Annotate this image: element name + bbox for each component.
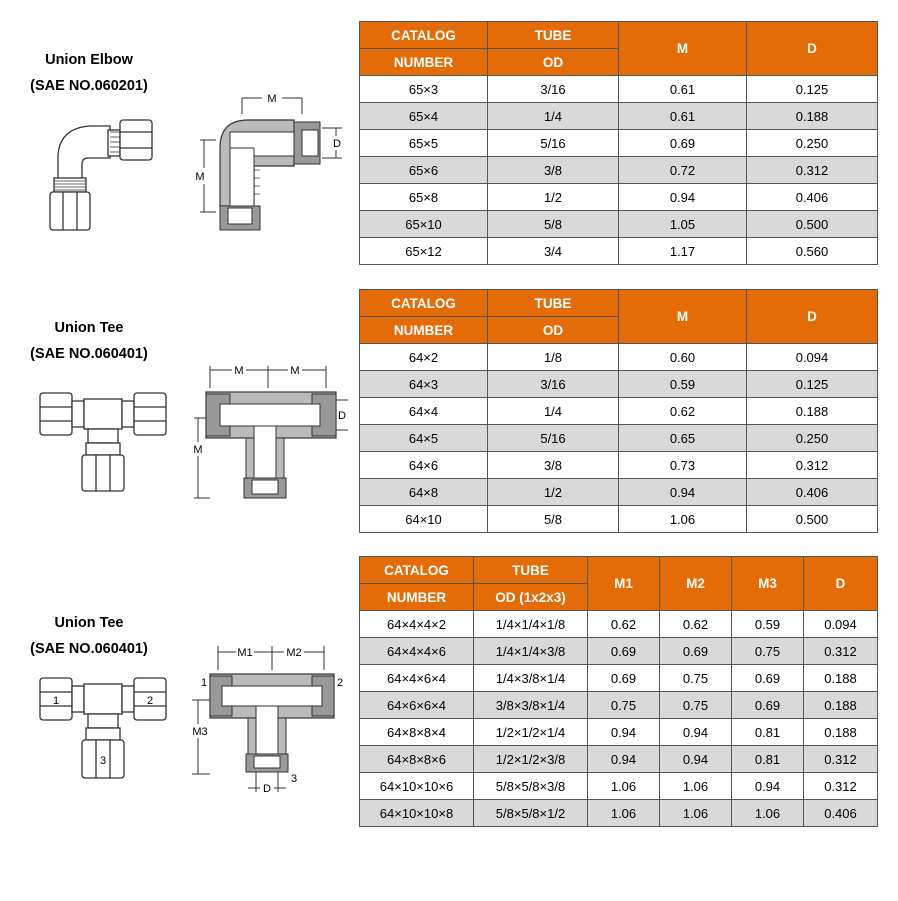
cell: 0.188 — [747, 398, 878, 425]
cell: 0.406 — [804, 800, 878, 827]
cell: 0.94 — [588, 719, 660, 746]
cell: 0.312 — [804, 746, 878, 773]
od-header: OD — [488, 49, 619, 76]
cell: 0.094 — [804, 611, 878, 638]
cell: 1.06 — [619, 506, 747, 533]
cell: 0.250 — [747, 130, 878, 157]
union-elbow-title — [0, 47, 178, 99]
tee-m-side-label: M — [193, 444, 203, 456]
cell: 65×6 — [360, 157, 488, 184]
m2-header: M2 — [660, 557, 732, 611]
tee-m-left-label: M — [234, 365, 244, 377]
m-header: M — [619, 22, 747, 76]
cell: 0.560 — [747, 238, 878, 265]
cell: 1.17 — [619, 238, 747, 265]
cell: 0.73 — [619, 452, 747, 479]
cell: 0.75 — [660, 692, 732, 719]
cell: 64×10 — [360, 506, 488, 533]
union-tee-reducer-drawing-icon — [188, 640, 353, 800]
cell: 64×6 — [360, 452, 488, 479]
cell: 1/4×1/4×1/8 — [474, 611, 588, 638]
od-header: OD — [488, 317, 619, 344]
cell: 0.69 — [732, 692, 804, 719]
cell: 1/2 — [488, 184, 619, 211]
cell: 0.312 — [804, 773, 878, 800]
elbow-m-top-label: M — [267, 93, 277, 105]
table-row — [360, 506, 878, 533]
cell: 0.125 — [747, 76, 878, 103]
cell: 0.500 — [747, 506, 878, 533]
cell: 1.06 — [588, 773, 660, 800]
cell: 0.61 — [619, 103, 747, 130]
union-tee-reducer-title — [0, 610, 178, 662]
union-elbow-sae: (SAE NO.060201) — [30, 78, 148, 94]
cell: 1/4 — [488, 398, 619, 425]
cell: 64×6×6×4 — [360, 692, 474, 719]
cell: 3/8 — [488, 452, 619, 479]
cell: 65×8 — [360, 184, 488, 211]
d-header: D — [804, 557, 878, 611]
table-row — [360, 746, 878, 773]
tube-header: TUBE — [474, 557, 588, 584]
cell: 0.094 — [747, 344, 878, 371]
elbow-d-label: D — [333, 138, 341, 150]
d-header: D — [747, 22, 878, 76]
cell: 64×4×6×4 — [360, 665, 474, 692]
union-tee-reducer-table — [359, 556, 878, 827]
table-row — [360, 184, 878, 211]
elbow-m-side-label: M — [195, 171, 205, 183]
cell: 1.06 — [660, 773, 732, 800]
cell: 5/8×5/8×1/2 — [474, 800, 588, 827]
union-elbow-table — [359, 21, 878, 265]
cell: 64×2 — [360, 344, 488, 371]
union-elbow-photo-icon — [40, 110, 160, 240]
cell: 64×4×4×6 — [360, 638, 474, 665]
cell: 65×4 — [360, 103, 488, 130]
cell: 65×10 — [360, 211, 488, 238]
tee-d-label: D — [338, 410, 346, 422]
cell: 5/8×5/8×3/8 — [474, 773, 588, 800]
cell: 64×8×8×6 — [360, 746, 474, 773]
cell: 64×4 — [360, 398, 488, 425]
cell: 0.312 — [747, 452, 878, 479]
cell: 64×8×8×4 — [360, 719, 474, 746]
cell: 0.61 — [619, 76, 747, 103]
od-header: OD (1x2x3) — [474, 584, 588, 611]
table-row — [360, 773, 878, 800]
cell: 65×12 — [360, 238, 488, 265]
union-tee-sae: (SAE NO.060401) — [30, 346, 148, 362]
reducer-drawing-port-3: 3 — [290, 773, 298, 785]
catalog-header: CATALOG — [360, 290, 488, 317]
cell: 0.69 — [660, 638, 732, 665]
cell: 0.250 — [747, 425, 878, 452]
tube-header: TUBE — [488, 22, 619, 49]
cell: 0.94 — [660, 719, 732, 746]
cell: 0.125 — [747, 371, 878, 398]
table-row — [360, 665, 878, 692]
table-row — [360, 238, 878, 265]
cell: 3/8 — [488, 157, 619, 184]
cell: 0.59 — [619, 371, 747, 398]
union-tee-reducer-sae: (SAE NO.060401) — [30, 641, 148, 657]
reducer-m2-label: M2 — [286, 647, 302, 659]
number-header: NUMBER — [360, 49, 488, 76]
cell: 0.62 — [588, 611, 660, 638]
reducer-m1-label: M1 — [237, 647, 253, 659]
cell: 1/8 — [488, 344, 619, 371]
table-row — [360, 611, 878, 638]
cell: 0.62 — [660, 611, 732, 638]
cell: 0.60 — [619, 344, 747, 371]
cell: 65×3 — [360, 76, 488, 103]
cell: 0.312 — [804, 638, 878, 665]
cell: 1/4×3/8×1/4 — [474, 665, 588, 692]
cell: 5/8 — [488, 211, 619, 238]
reducer-photo-port-2: 2 — [146, 695, 154, 707]
reducer-drawing-port-2: 2 — [336, 677, 344, 689]
cell: 5/16 — [488, 425, 619, 452]
union-tee-title — [0, 315, 178, 367]
table-row — [360, 211, 878, 238]
cell: 1.06 — [732, 800, 804, 827]
d-header: D — [747, 290, 878, 344]
catalog-header: CATALOG — [360, 22, 488, 49]
catalog-header: CATALOG — [360, 557, 474, 584]
reducer-photo-port-1: 1 — [52, 695, 60, 707]
table-row — [360, 425, 878, 452]
number-header: NUMBER — [360, 584, 474, 611]
cell: 0.94 — [619, 479, 747, 506]
m1-header: M1 — [588, 557, 660, 611]
table-row — [360, 398, 878, 425]
table-row — [360, 638, 878, 665]
cell: 0.72 — [619, 157, 747, 184]
union-elbow-name: Union Elbow — [45, 52, 133, 68]
cell: 64×10×10×6 — [360, 773, 474, 800]
cell: 3/16 — [488, 76, 619, 103]
table-row — [360, 479, 878, 506]
cell: 65×5 — [360, 130, 488, 157]
cell: 0.62 — [619, 398, 747, 425]
cell: 0.69 — [588, 665, 660, 692]
table-row — [360, 130, 878, 157]
union-tee-name: Union Tee — [54, 320, 124, 336]
m-header: M — [619, 290, 747, 344]
cell: 0.65 — [619, 425, 747, 452]
cell: 0.188 — [804, 665, 878, 692]
cell: 1/4×1/4×3/8 — [474, 638, 588, 665]
cell: 0.75 — [588, 692, 660, 719]
reducer-m3-label: M3 — [192, 726, 208, 738]
reducer-d-label: D — [263, 783, 271, 795]
table-row — [360, 452, 878, 479]
cell: 3/4 — [488, 238, 619, 265]
cell: 1.06 — [660, 800, 732, 827]
cell: 5/8 — [488, 506, 619, 533]
cell: 0.406 — [747, 479, 878, 506]
cell: 0.69 — [619, 130, 747, 157]
cell: 64×4×4×2 — [360, 611, 474, 638]
cell: 0.94 — [588, 746, 660, 773]
m3-header: M3 — [732, 557, 804, 611]
cell: 64×5 — [360, 425, 488, 452]
cell: 1/2 — [488, 479, 619, 506]
cell: 0.188 — [804, 719, 878, 746]
union-elbow-drawing-icon — [190, 88, 350, 238]
cell: 0.312 — [747, 157, 878, 184]
table-row — [360, 371, 878, 398]
cell: 0.406 — [747, 184, 878, 211]
table-row — [360, 719, 878, 746]
union-tee-reducer-photo-icon — [38, 672, 168, 782]
cell: 0.69 — [732, 665, 804, 692]
tube-header: TUBE — [488, 290, 619, 317]
cell: 64×10×10×8 — [360, 800, 474, 827]
cell: 0.188 — [747, 103, 878, 130]
cell: 0.188 — [804, 692, 878, 719]
tee-m-right-label: M — [290, 365, 300, 377]
cell: 0.81 — [732, 719, 804, 746]
cell: 1/2×1/2×3/8 — [474, 746, 588, 773]
reducer-photo-port-3: 3 — [99, 755, 107, 767]
cell: 0.81 — [732, 746, 804, 773]
table-row — [360, 76, 878, 103]
union-tee-reducer-name: Union Tee — [54, 615, 124, 631]
cell: 0.69 — [588, 638, 660, 665]
number-header: NUMBER — [360, 317, 488, 344]
cell: 0.59 — [732, 611, 804, 638]
union-tee-table — [359, 289, 878, 533]
cell: 0.75 — [660, 665, 732, 692]
union-tee-photo-icon — [38, 385, 168, 495]
table-row — [360, 692, 878, 719]
cell: 1/4 — [488, 103, 619, 130]
cell: 1/2×1/2×1/4 — [474, 719, 588, 746]
cell: 0.94 — [732, 773, 804, 800]
cell: 3/16 — [488, 371, 619, 398]
cell: 1.05 — [619, 211, 747, 238]
cell: 64×3 — [360, 371, 488, 398]
cell: 0.94 — [619, 184, 747, 211]
union-tee-drawing-icon — [190, 360, 355, 505]
cell: 0.94 — [660, 746, 732, 773]
table-row — [360, 800, 878, 827]
cell: 3/8×3/8×1/4 — [474, 692, 588, 719]
cell: 0.75 — [732, 638, 804, 665]
cell: 5/16 — [488, 130, 619, 157]
cell: 1.06 — [588, 800, 660, 827]
cell: 64×8 — [360, 479, 488, 506]
table-row — [360, 157, 878, 184]
table-row — [360, 344, 878, 371]
table-row — [360, 103, 878, 130]
cell: 0.500 — [747, 211, 878, 238]
reducer-drawing-port-1: 1 — [200, 677, 208, 689]
